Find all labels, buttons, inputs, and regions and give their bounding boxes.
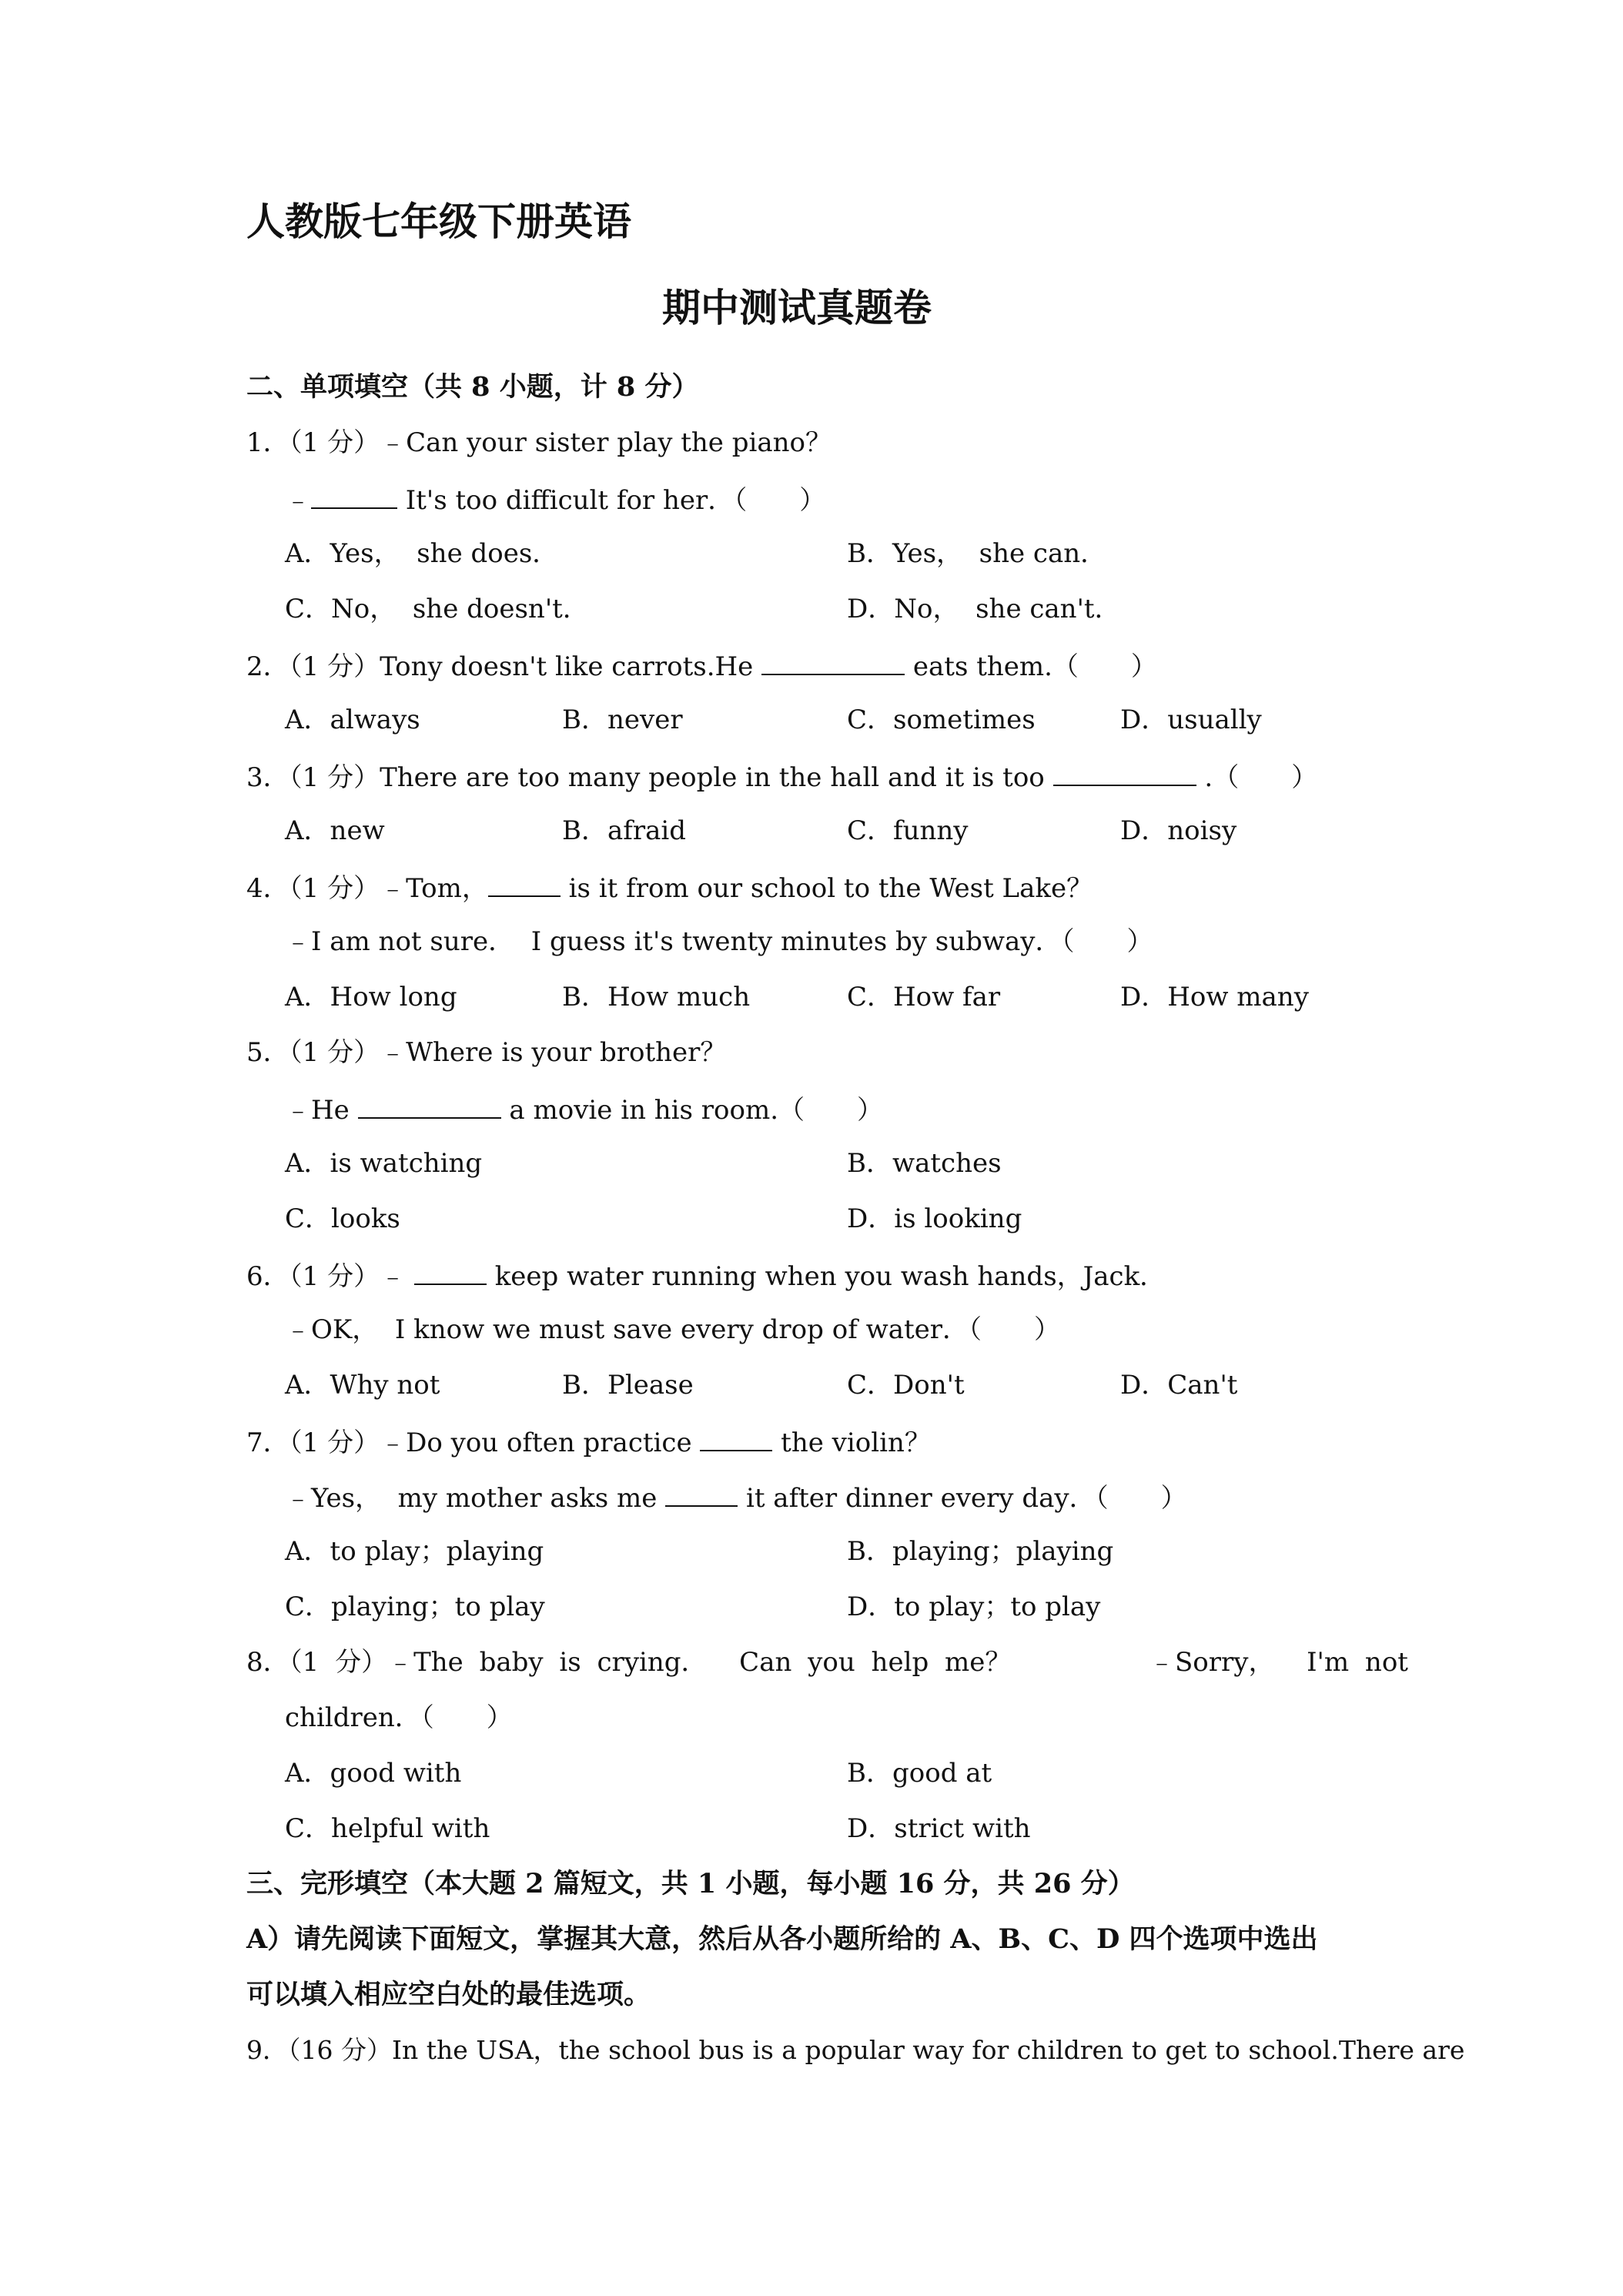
answer-blank [761,649,905,675]
q7-option-c: C．playing；to play [285,1591,545,1622]
answer-blank [358,1093,501,1119]
question-3-stem [246,760,1317,793]
answer-blank [311,483,397,509]
question-9-line: 9．（16 分）In the USA，the school bus is a popular way for children to get to school.There are [246,2035,1465,2065]
q5-line2-after: a movie in his room.（ ） [500,1095,884,1126]
question-5-line-2 [285,1093,883,1126]
q5-option-b: B．watches [847,1148,1002,1179]
q6-option-c: C．Don't [847,1370,965,1401]
q7-option-a: A．to play；playing [285,1536,544,1567]
title-line-1: 人教版七年级下册英语 [246,199,631,244]
q6-option-b: B．Please [562,1370,694,1401]
q6-option-d: D．Can't [1120,1370,1238,1401]
q2-option-a: A．always [285,705,420,735]
q5-option-a: A．is watching [285,1148,483,1179]
q2-option-c: C．sometimes [847,705,1036,735]
question-5-stem: 5．（1 分）﹣Where is your brother？ [246,1037,727,1068]
q5-line2-prefix: ﹣He [285,1095,358,1126]
q7-stem-after: the violin？ [772,1427,931,1458]
q1-stem-text: 1．（1 分）﹣Can your sister play the piano？ [246,427,832,458]
q8-option-d: D．strict with [847,1813,1031,1844]
q3-option-c: C．funny [847,815,969,846]
q5-option-d: D．is looking [847,1203,1022,1234]
question-2-stem [246,649,1157,682]
answer-blank [414,1259,487,1285]
q3-option-d: D．noisy [1120,815,1237,846]
q1-dash: ﹣ [285,485,311,516]
q3-stem-text: 3．（1 分）There are too many people in the hall and it is too [246,762,1053,793]
q2-option-d: D．usually [1120,705,1262,735]
question-7-line-2 [285,1481,1187,1514]
q2-stem-text: 2．（1 分）Tony doesn't like carrots.He [246,651,762,682]
question-8-stem-right: ﹣Sorry， I'm not [1149,1647,1408,1678]
q8-option-b: B．good at [847,1758,992,1789]
q1-line2-text: It's too difficult for her．（ ） [397,485,826,516]
q4-option-b: B．How much [562,982,751,1012]
section-2-heading: 二、单项填空（共 8 小题，计 8 分） [246,371,699,403]
q2-option-b: B．never [562,705,683,735]
q4-option-d: D．How many [1120,982,1309,1012]
q7-option-b: B．playing；playing [847,1536,1114,1567]
q1-option-d: D．No， she can't． [847,594,1121,624]
q3-option-b: B．afraid [562,815,687,846]
question-1-line-2 [285,483,825,516]
q6-option-a: A．Why not [285,1370,440,1401]
answer-blank [665,1481,738,1507]
title-line-2: 期中测试真题卷 [662,286,932,330]
question-8-stem: 8．（1 分）﹣The baby is crying． Can you help me？ [246,1647,1012,1678]
q5-option-c: C．looks [285,1203,400,1234]
answer-blank [1053,760,1196,786]
q6-stem-after: keep water running when you wash hands，Jack． [486,1261,1166,1292]
q7-option-d: D．to play；to play [847,1591,1101,1622]
question-4-line-2: ﹣I am not sure． I guess it's twenty minutes by subway．（ ） [285,926,1153,957]
q4-option-c: C．How far [847,982,1001,1012]
q7-line2-after: it after dinner every day．（ ） [738,1483,1187,1514]
answer-blank [488,871,561,897]
q3-option-a: A．new [285,815,385,846]
q8-option-c: C．helpful with [285,1813,490,1844]
question-8-line-2: children．（ ） [285,1702,513,1733]
answer-blank [700,1425,772,1451]
q2-stem-after: eats them.（ ） [905,651,1157,682]
section-3-instruction-line-1: A）请先阅读下面短文，掌握其大意，然后从各小题所给的 A、B、C、D 四个选项中选出 [246,1923,1318,1955]
q4-option-a: A．How long [285,982,457,1012]
q1-option-c: C．No， she doesn't． [285,594,589,624]
section-3-instruction-line-2: 可以填入相应空白处的最佳选项。 [246,1979,651,2010]
question-6-stem [246,1259,1166,1292]
question-1-stem [246,427,832,458]
q7-stem-text: 7．（1 分）﹣Do you often practice [246,1427,701,1458]
q3-stem-after: .（ ） [1196,762,1318,793]
q4-stem-text: 4．（1 分）﹣Tom， [246,873,488,904]
q1-option-a: A．Yes， she does． [285,538,559,569]
question-4-stem [246,871,1093,904]
question-7-stem [246,1425,931,1458]
q8-option-a: A．good with [285,1758,462,1789]
question-6-line-2: ﹣OK， I know we must save every drop of water．（ ） [285,1314,1061,1345]
q7-line2-prefix: ﹣Yes， my mother asks me [285,1483,666,1514]
q1-option-b: B．Yes， she can． [847,538,1107,569]
q4-stem-after: is it from our school to the West Lake？ [560,873,1093,904]
section-3-heading: 三、完形填空（本大题 2 篇短文，共 1 小题，每小题 16 分，共 26 分） [246,1868,1135,1899]
q6-stem-text: 6．（1 分）﹣ [246,1261,414,1292]
